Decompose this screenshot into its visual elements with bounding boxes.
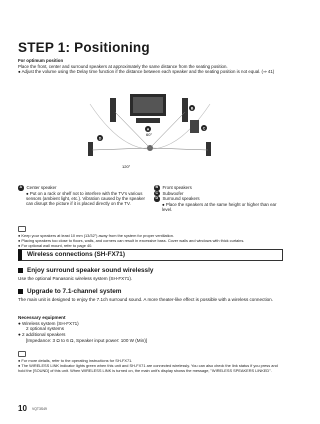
upgrade-heading	[18, 288, 121, 295]
tv-screen	[133, 97, 163, 113]
legend-badge-a: A	[19, 185, 23, 189]
legend-d-detail: ● Place the speakers at the same height or higher than ear level.	[162, 201, 277, 212]
legend-b-title: Front speakers	[162, 185, 192, 190]
enjoy-heading-text: Enjoy surround speaker sound wirelessly	[27, 267, 154, 274]
badge-c-label: C	[202, 126, 206, 131]
equipment-item: ● 2 additional speakers	[18, 332, 66, 338]
angle-line	[92, 148, 150, 150]
note-item: ● For more details, refer to the operating instructions for SH-FX71.	[18, 358, 133, 363]
page-title: STEP 1: Positioning	[18, 40, 150, 55]
notes-bottom	[18, 351, 283, 373]
enjoy-text: Use the optional Panasonic wireless system (SH-FX71).	[18, 276, 133, 281]
enjoy-heading	[18, 267, 153, 274]
legend-d-title: Surround speakers	[162, 196, 200, 201]
legend-a-title: Center speaker	[26, 185, 57, 190]
square-bullet-icon	[18, 289, 23, 294]
document-code: VQT3S49	[32, 407, 47, 411]
optimum-text: Place the front, center and surround speakers at approximately the same distance from the seating position.	[18, 63, 228, 69]
speaker-placement-diagram	[70, 84, 230, 176]
note-icon	[18, 226, 26, 232]
legend-badge-b: B	[155, 185, 159, 189]
angle-line	[150, 148, 208, 150]
subwoofer-shape	[190, 120, 199, 133]
note-item: ● Placing speakers too close to floors, walls, and corners can result in excessive bass. Cover walls and windows with thick curtains.	[18, 238, 245, 243]
note-icon	[18, 351, 26, 357]
legend-badge-d: D	[155, 196, 159, 200]
equipment-item-detail: 2 optional systems	[26, 326, 65, 332]
note-item: ● For optional wall mount, refer to page 40.	[18, 243, 93, 248]
front-left-speaker-shape	[110, 98, 116, 122]
note-item: ● The WIRELESS LINK indicator lights green when this unit and SH-FX71 are connected wirelessly. You can also check the link status if you press and hold the [SOUND] of this unit. When WIRELESS LINK is turned on, the main unit's display shows the message, "WIRELESS SPEAKERS LINKED".	[18, 363, 278, 373]
page-number: 10	[18, 404, 27, 413]
angle-line	[115, 112, 153, 148]
section-banner: Wireless connections (SH-FX71)	[18, 249, 283, 261]
legend-badge-c: C	[155, 190, 159, 195]
optimum-heading: For optimum position	[18, 58, 64, 63]
equipment-item: ● Wireless system (SH-FX71)	[18, 320, 79, 326]
surround-right-speaker-shape	[206, 142, 211, 156]
upgrade-text: The main unit is designed to enjoy the 7.1ch surround sound. A more theater-like effect is possible with a wireless connection.	[18, 297, 274, 302]
badge-b-label: B	[190, 106, 194, 111]
legend-c-title: Subwoofer	[162, 190, 184, 196]
surround-left-speaker-shape	[88, 142, 93, 156]
equipment-heading: Necessary equipment	[18, 315, 66, 320]
note-item: ● Keep your speakers at least 10 mm (13/32") away from the system for proper ventilation.	[18, 233, 174, 238]
badge-d-label: D	[98, 136, 102, 141]
angle-line	[150, 112, 185, 148]
front-right-speaker-shape	[182, 98, 188, 122]
legend-a-detail: ● Put on a rack or shelf not to interfere with the TV's various sensors (ambient light, etc.). Vibration caused by the speaker can disrupt the picture if it is placed directly on the TV.	[26, 190, 146, 207]
center-speaker-shape	[136, 118, 160, 123]
badge-a-label: A	[146, 127, 150, 132]
delay-bullet: ● Adjust the volume using the Delay time function if the distance between each speaker and the seating position is not equal. (⇒ 41)	[18, 69, 275, 75]
equipment-item-detail: [Impedance: 3 Ω to 6 Ω, Speaker input power: 100 W (Min)]	[26, 337, 148, 343]
equipment-list	[18, 315, 283, 344]
notes-top	[18, 226, 283, 248]
legend-left-column	[18, 185, 146, 207]
legend-right-column	[154, 185, 282, 212]
square-bullet-icon	[18, 268, 23, 273]
intro-section	[18, 58, 283, 75]
angle-60-label: 60°	[146, 132, 153, 137]
angle-120-label: 120°	[122, 164, 131, 169]
upgrade-heading-text: Upgrade to 7.1-channel system	[27, 288, 122, 295]
